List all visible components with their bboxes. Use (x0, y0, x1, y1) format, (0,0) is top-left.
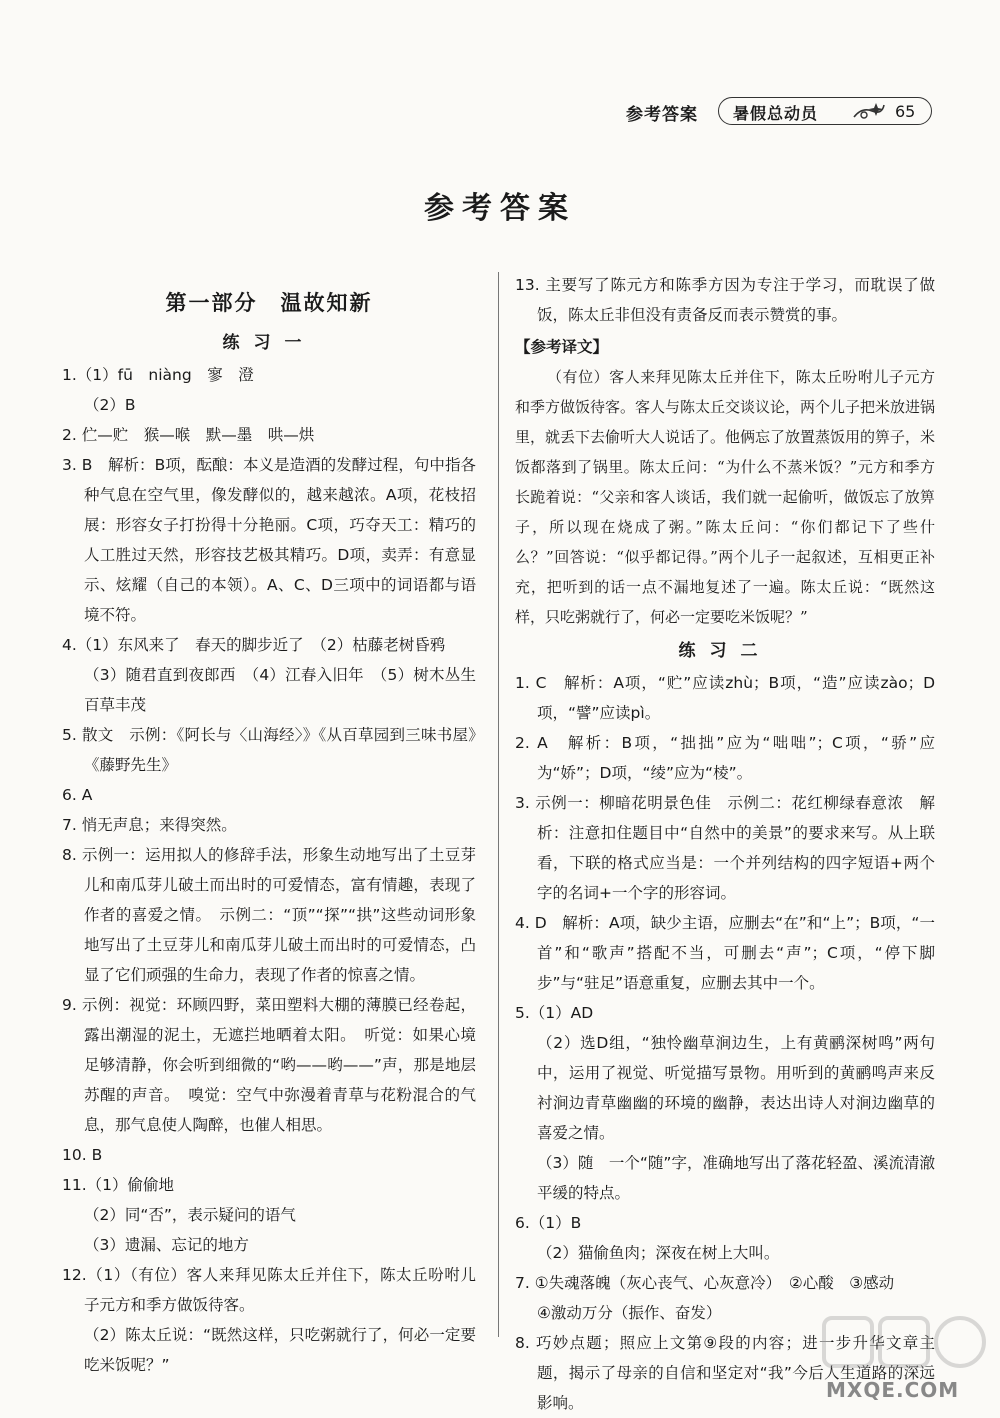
list-item: （2）B (84, 396, 136, 414)
list-item: 1. C 解析：A项，“贮”应读zhù；B项，“造”应读zào；D项，“譬”应读pì。 (515, 674, 935, 722)
list-item: 10. B (62, 1146, 103, 1164)
translation-text: （有位）客人来拜见陈太丘并住下，陈太丘吩咐儿子元方和季方做饭待客。客人与陈太丘交谈议论，两个儿子把米放进锅里，就丢下去偷听大人说话了。他俩忘了放置蒸饭用的箅子，米饭都落到了锅里。陈太丘问：“为什么不蒸米饭？”元方和季方长跪着说：“父亲和客人谈话，我们就一起偷听，做饭忘了放箅子，所以现在烧成了粥。”陈太丘问：“你们都记下了些什么？”回答说：“似乎都记得。”两个儿子一起叙述，互相更正补充，把听到的话一点不漏地复述了一遍。陈太丘说：“既然这样，只吃粥就行了，何必一定要吃米饭呢？” (515, 368, 936, 626)
list-item: 9. 示例：视觉：环顾四野，菜田塑料大棚的薄膜已经卷起，露出潮湿的泥土，无遮拦地晒着太阳。 听觉：如果心境足够清静，你会听到细微的“哟——哟——”声，那是地层苏醒的声音。 嗅觉：空气中弥漫着青草与花粉混合的气息，那气息使人陶醉，也催人相思。 (62, 996, 476, 1134)
watermark-url: MXQE.COM (826, 1378, 960, 1402)
list-item: （3）随君直到夜郎西 （4）江春入旧年 （5）树木丛生 百草丰茂 (84, 666, 492, 714)
list-item: 3. B 解析：B项，酝酿：本义是造酒的发酵过程，句中指各种气息在空气里，像发酵似的，越来越浓。A项，花枝招展：形容女子打扮得十分艳丽。C项，巧夺天工：精巧的人工胜过天然，形容技艺极其精巧。D项，卖弄：有意显示、炫耀（自己的本领）。A、C、D三项中的词语都与语境不符。 (62, 456, 476, 624)
list-item: （2）猫偷鱼肉；深夜在树上大叫。 (537, 1244, 780, 1262)
left-column (62, 282, 492, 1380)
translation-heading: 【参考译文】 (515, 338, 609, 356)
answer-list-2 (515, 668, 935, 1418)
list-item: 2. 伫—贮 猴—喉 默—墨 哄—烘 (62, 426, 315, 444)
list-item: 4. D 解析：A项，缺少主语，应删去“在”和“上”；B项，“一首”和“歌声”搭配不当，可删去“声”；C项，“停下脚步”与“驻足”语意重复，应删去其中一个。 (515, 914, 935, 992)
column-divider (498, 272, 499, 1337)
page-number: 65 (895, 102, 916, 121)
list-item: 6. A (62, 786, 93, 804)
list-item: 5. 散文 示例：《阿长与〈山海经〉》《从百草园到三味书屋》《藤野先生》 (62, 726, 476, 774)
list-item: （3）随 一个“随”字，准确地写出了落花轻盈、溪流清澈平缓的特点。 (537, 1154, 935, 1202)
header-brand: 暑假总动员 (733, 104, 819, 123)
list-item: （2）陈太丘说：“既然这样，只吃粥就行了，何必一定要吃米饭呢？” (84, 1326, 476, 1374)
list-item: 12.（1）（有位）客人来拜见陈太丘并住下，陈太丘吩咐儿子元方和季方做饭待客。 (62, 1266, 476, 1314)
list-item: 6.（1）B (515, 1214, 582, 1232)
exercise-title-2: 练习二 (678, 641, 772, 661)
list-item: ④激动万分（振作、奋发） (537, 1304, 722, 1322)
exercise-title-1: 练习一 (222, 333, 316, 353)
list-item: 8. 示例一：运用拟人的修辞手法，形象生动地写出了土豆芽儿和南瓜芽儿破土而出时的可爱情态，富有情趣，表现了作者的喜爱之情。 示例二：“顶”“探”“拱”这些动词形象地写出了土豆芽儿和南瓜芽儿破土而出时的可爱情态，凸显了它们顽强的生命力，表现了作者的惊喜之情。 (62, 846, 476, 984)
list-item: 1.（1）fū niàng 寥 澄 (62, 366, 254, 384)
list-item: （3）遗漏、忘记的地方 (84, 1236, 249, 1254)
list-item: 2. A 解析：B项，“拙拙”应为“咄咄”；C项，“骄”应为“娇”；D项，“绫”应为“棱”。 (515, 734, 935, 782)
header-section-label: 参考答案 (626, 105, 698, 125)
list-item: 7. ①失魂落魄（灰心丧气、心灰意冷） ②心酸 ③感动 (515, 1274, 895, 1292)
list-item: 3. 示例一：柳暗花明景色佳 示例二：花红柳绿春意浓 解析：注意扣住题目中“自然中的美景”的要求来写。从上联看，下联的格式应当是：一个并列结构的四字短语+两个字的名词+一个字的形容词。 (515, 794, 935, 902)
list-item: 8. 巧妙点题；照应上文第⑨段的内容；进一步升华文章主题，揭示了母亲的自信和坚定对“我”今后人生道路的深远影响。 (515, 1334, 935, 1412)
list-item: （2）同“否”，表示疑问的语气 (84, 1206, 296, 1224)
right-column (515, 270, 935, 1418)
answer-item-13: 13. 主要写了陈元方和陈季方因为专注于学习，而耽误了做饭，陈太丘非但没有责备反而表示赞赏的事。 (515, 276, 935, 324)
list-item: 11.（1）偷偷地 (62, 1176, 175, 1194)
sparkle-icon (852, 99, 886, 123)
page-title: 参考答案 (424, 191, 576, 226)
list-item: 5.（1）AD (515, 1004, 594, 1022)
list-item: 4.（1）东风来了 春天的脚步近了 （2）枯藤老树昏鸦 (62, 636, 446, 654)
list-item: 7. 悄无声息；来得突然。 (62, 816, 237, 834)
list-item: （2）选D组，“独怜幽草涧边生，上有黄鹂深树鸣”两句中，运用了视觉、听觉描写景物。用听到的黄鹂鸣声来反衬涧边青草幽幽的环境的幽静，表达出诗人对涧边幽草的喜爱之情。 (537, 1034, 935, 1142)
part-title: 第一部分 温故知新 (165, 291, 373, 315)
answer-list-1 (62, 360, 492, 1380)
